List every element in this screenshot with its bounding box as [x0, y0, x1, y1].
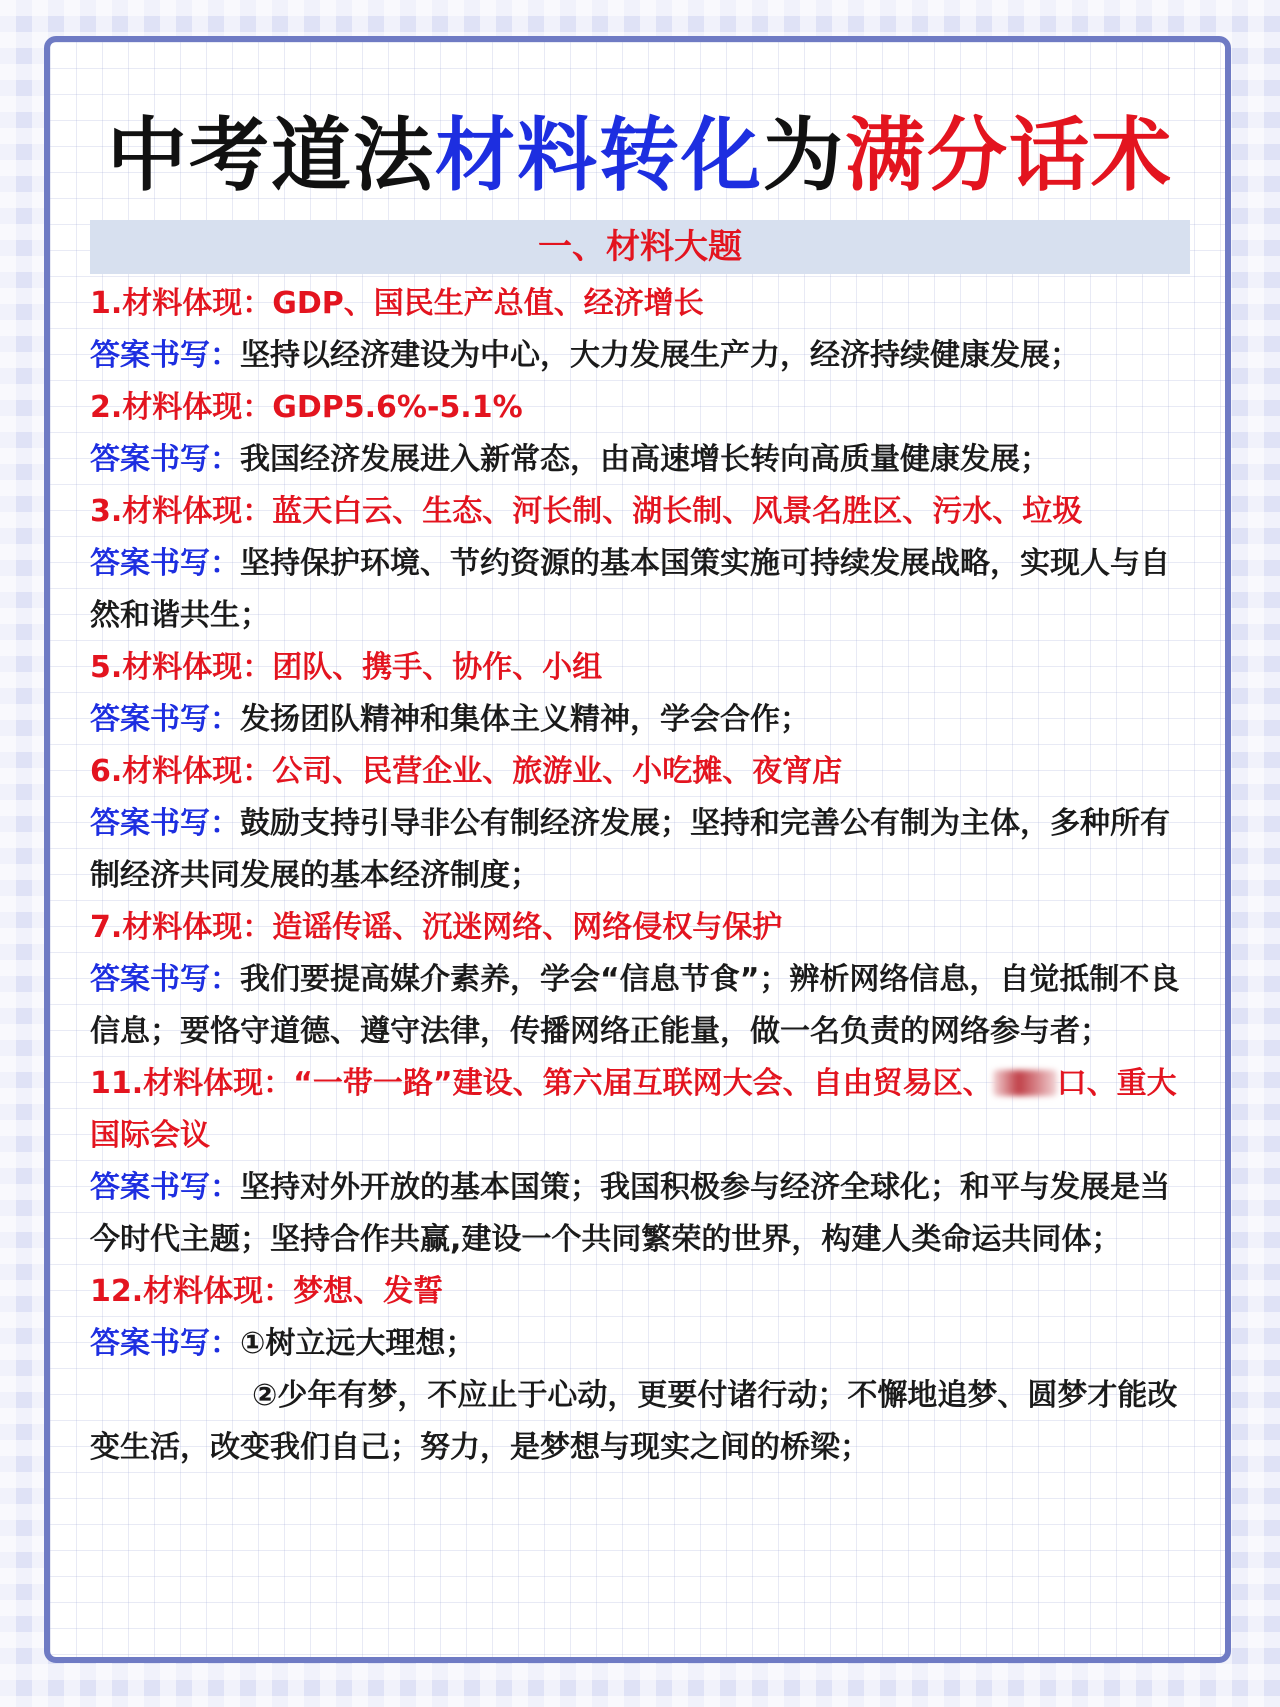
answer-text-1: ①树立远大理想； — [240, 1326, 476, 1361]
section-header: 一、材料大题 — [90, 220, 1190, 274]
answer-label: 答案书写： — [90, 546, 240, 581]
answer-label: 答案书写： — [90, 338, 240, 373]
answer-label: 答案书写： — [90, 442, 240, 477]
material-line-2: 2.材料体现：GDP5.6%-5.1% — [90, 390, 523, 425]
title-part-red: 满分话术 — [845, 109, 1173, 202]
answer-text: 坚持以经济建设为中心，大力发展生产力，经济持续健康发展； — [240, 338, 1080, 373]
answer-line-11 — [90, 1162, 1192, 1266]
answer-text: 坚持对外开放的基本国策；我国积极参与经济全球化；和平与发展是当今时代主题；坚持合作共赢,建设一个共同繁荣的世界，构建人类命运共同体； — [90, 1170, 1170, 1257]
answer-text: 我国经济发展进入新常态，由高速增长转向高质量健康发展； — [240, 442, 1050, 477]
material-line-11 — [90, 1058, 1192, 1162]
answer-text: 我们要提高媒介素养，学会“信息节食”；辨析网络信息，自觉抵制不良信息；要恪守道德、遵守法律，传播网络正能量，做一名负责的网络参与者； — [90, 962, 1180, 1049]
material-line-5: 5.材料体现：团队、携手、协作、小组 — [90, 650, 603, 685]
material-line-6: 6.材料体现：公司、民营企业、旅游业、小吃摊、夜宵店 — [90, 754, 843, 789]
title-part-blue: 材料转化 — [435, 109, 763, 202]
page-title — [0, 108, 1280, 204]
answer-label: 答案书写： — [90, 962, 240, 997]
answer-line-5 — [90, 694, 1192, 746]
title-part-black-2: 为 — [763, 109, 845, 202]
answer-label: 答案书写： — [90, 1170, 240, 1205]
answer-line-12 — [90, 1318, 1192, 1370]
answer-line-3 — [90, 538, 1192, 642]
answer-label: 答案书写： — [90, 702, 240, 737]
answer-line-1 — [90, 330, 1192, 382]
material-list — [90, 278, 1192, 1474]
answer-line-7 — [90, 954, 1192, 1058]
blurred-redaction — [993, 1070, 1057, 1096]
answer-text: 鼓励支持引导非公有制经济发展；坚持和完善公有制为主体，多种所有制经济共同发展的基本经济制度； — [90, 806, 1170, 893]
title-part-black: 中考道法 — [107, 109, 435, 202]
answer-label: 答案书写： — [90, 1326, 240, 1361]
answer-line-6 — [90, 798, 1192, 902]
answer-label: 答案书写： — [90, 806, 240, 841]
material-text-b: 口、重大国际会议 — [90, 1066, 1177, 1153]
answer-text: 发扬团队精神和集体主义精神，学会合作； — [240, 702, 810, 737]
answer-line-2 — [90, 434, 1192, 486]
answer-line-12-continued — [90, 1370, 1192, 1474]
material-line-12: 12.材料体现：梦想、发誓 — [90, 1274, 444, 1309]
answer-text-2: ②少年有梦，不应止于心动，更要付诸行动；不懈地追梦、圆梦才能改变生活，改变我们自己；努力，是梦想与现实之间的桥梁； — [90, 1378, 1178, 1465]
material-text-a: 11.材料体现：“一带一路”建设、第六届互联网大会、自由贸易区、 — [90, 1066, 993, 1101]
material-line-1: 1.材料体现：GDP、国民生产总值、经济增长 — [90, 286, 704, 321]
answer-text: 坚持保护环境、节约资源的基本国策实施可持续发展战略，实现人与自然和谐共生； — [90, 546, 1170, 633]
material-line-3: 3.材料体现：蓝天白云、生态、河长制、湖长制、风景名胜区、污水、垃圾 — [90, 494, 1083, 529]
material-line-7: 7.材料体现：造谣传谣、沉迷网络、网络侵权与保护 — [90, 910, 783, 945]
